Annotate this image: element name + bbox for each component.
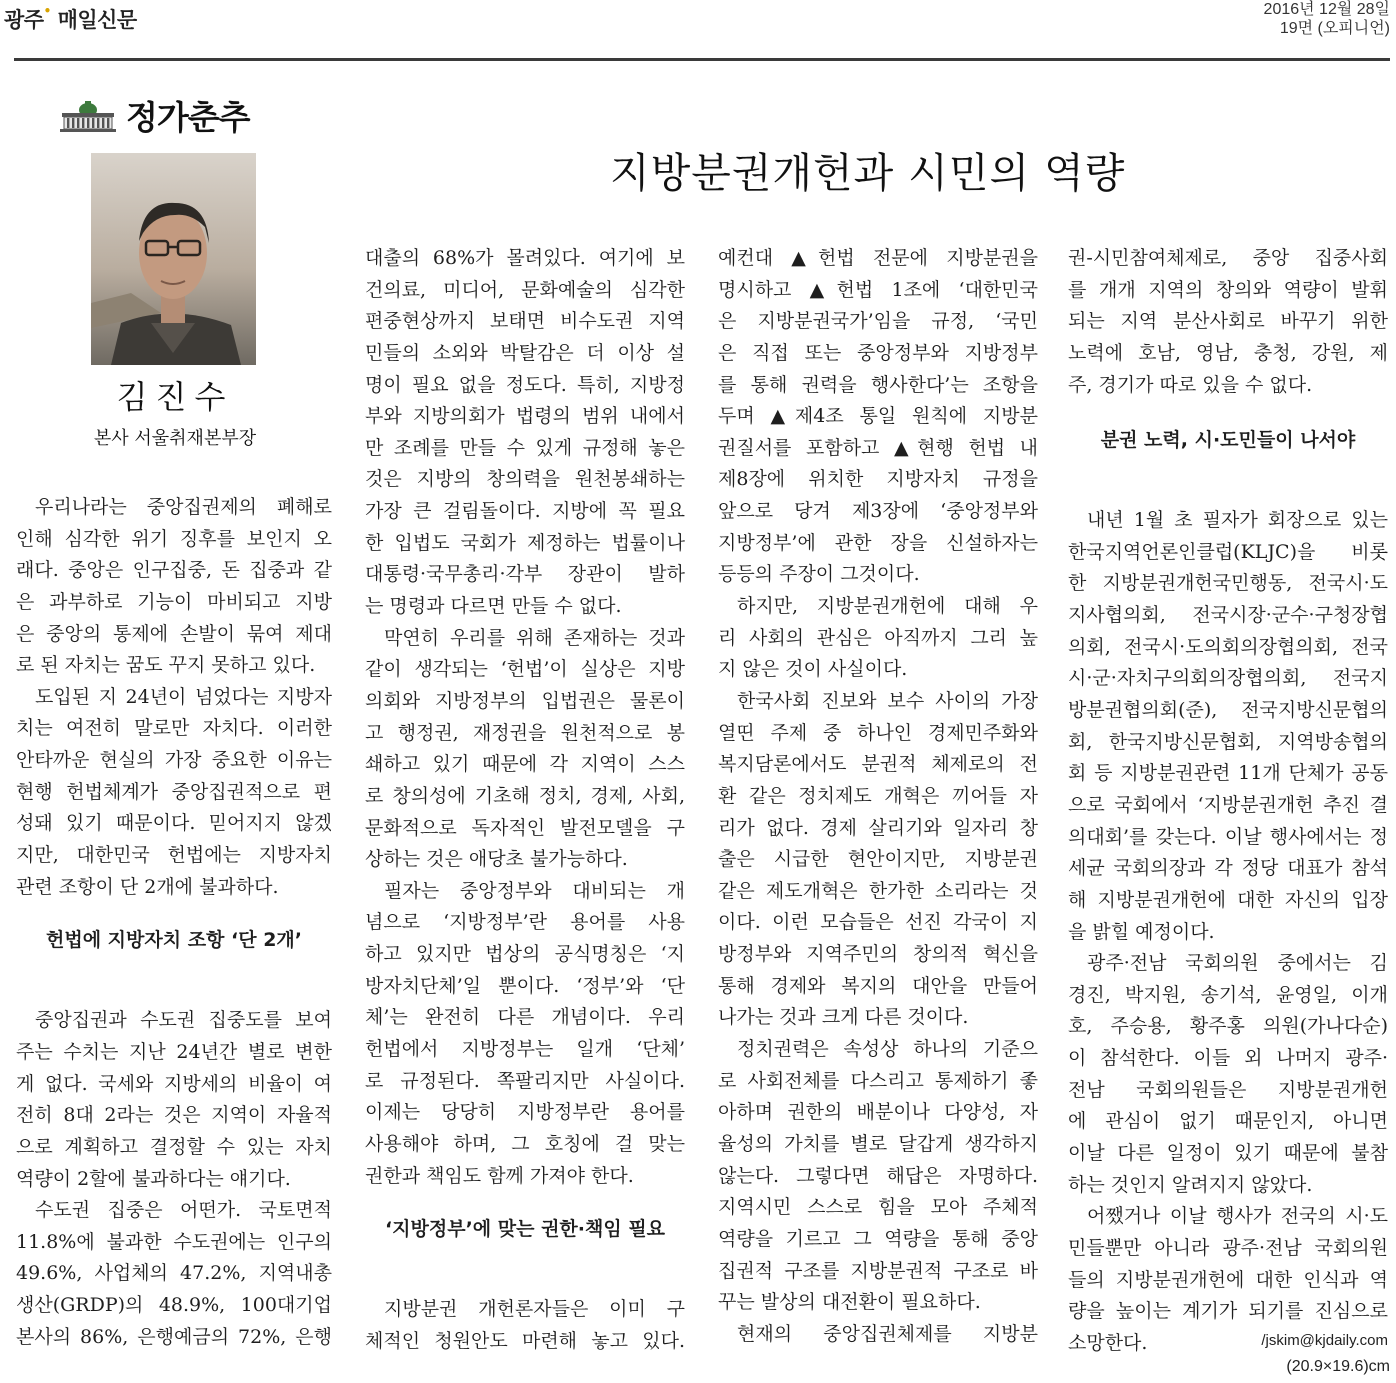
text-line: 호, 주승용, 황주홍 의원(가나다순) bbox=[1068, 1015, 1388, 1038]
text-line: 하는 것인지 알려지지 않았다. bbox=[1068, 1173, 1313, 1196]
text-line: 세균 국회의장과 각 정당 대표가 참석 bbox=[1068, 857, 1388, 880]
article-column-2 bbox=[365, 243, 685, 1358]
text-line: 념으로 ‘지방정부’란 용어를 사용 bbox=[365, 911, 685, 934]
text-line: 이날 다른 일정이 있기 때문에 불참 bbox=[1068, 1142, 1388, 1165]
text-line: 편중현상까지 보태면 비수도권 지역 bbox=[365, 310, 685, 333]
text-line: 문화적으로 독자적인 발전모델을 구 bbox=[365, 816, 685, 839]
col3-paragraph-3 bbox=[718, 686, 1038, 1034]
text-line: 만 조례를 만들 수 있게 규정해 놓은 bbox=[365, 436, 685, 459]
text-line: 지만, 대한민국 헌법에는 지방자치 bbox=[16, 844, 332, 867]
text-line: 체적인 청원안도 마련해 놓고 있다. bbox=[365, 1329, 685, 1352]
col4-paragraph-3 bbox=[1068, 948, 1388, 1201]
text-line: 필자는 중앙정부와 대비되는 개 bbox=[384, 879, 685, 902]
text-line: 로 규정된다. 쪽팔리지만 사실이다. bbox=[365, 1069, 685, 1092]
text-line: 부와 지방의회가 법령의 범위 내에서 bbox=[365, 405, 685, 428]
text-line: 이 참석한다. 이들 외 나머지 광주· bbox=[1068, 1047, 1388, 1070]
col1-paragraph-4 bbox=[16, 1195, 332, 1353]
col3-paragraph-1 bbox=[718, 243, 1038, 591]
header-rule bbox=[14, 58, 1390, 61]
text-line: 제8장에 위치한 지방자치 규정을 bbox=[718, 468, 1038, 491]
text-line: 한 입법도 국회가 제정하는 법률이나 bbox=[365, 531, 685, 554]
col1-subheading: 헌법에 지방자치 조항 ‘단 2개’ bbox=[45, 929, 302, 952]
text-line: 막연히 우리를 위해 존재하는 것과 bbox=[384, 626, 685, 649]
text-line: 않는다. 그렇다면 해답은 자명하다. bbox=[718, 1164, 1038, 1187]
masthead-name-b: 매일신문 bbox=[57, 8, 137, 32]
text-line: 로 창의성에 기초해 정치, 경제, 사회, bbox=[365, 784, 685, 807]
text-line: 나가는 것과 크게 다른 것이다. bbox=[718, 1006, 969, 1029]
text-line: 은 지방분권국가’임을 규정, ‘국민 bbox=[718, 310, 1038, 333]
text-line: 한국사회 진보와 보수 사이의 가장 bbox=[737, 689, 1038, 712]
text-line: 되는 지역 분산사회로 바꾸기 위한 bbox=[1068, 310, 1388, 333]
text-line: 하지만, 지방분권개헌에 대해 우 bbox=[737, 595, 1038, 618]
text-line: 환 같은 정치제도 개혁은 끼어들 자 bbox=[718, 784, 1038, 807]
text-line: 전히 8대 2라는 것은 지역이 자율적 bbox=[16, 1104, 332, 1127]
text-line: 열띤 주제 중 하나인 경제민주화와 bbox=[718, 721, 1038, 744]
text-line: 시·군·자치구의회의장협의회, 전국지 bbox=[1068, 667, 1388, 690]
text-line: 리가 없다. 경제 살리기와 일자리 창 bbox=[718, 816, 1038, 839]
text-line: 는 명령과 다르면 만들 수 없다. bbox=[365, 595, 622, 618]
text-line: 지 않은 것이 사실이다. bbox=[718, 658, 908, 681]
text-line: 리 사회의 관심은 아직까지 그리 높 bbox=[718, 626, 1038, 649]
col2-paragraph-3 bbox=[365, 876, 685, 1192]
text-line: 중앙집권과 수도권 집중도를 보여 bbox=[35, 1009, 332, 1032]
text-line: 은 과부하로 기능이 마비되고 지방 bbox=[16, 590, 332, 613]
text-line: 권질서를 포함하고 ▲현행 헌법 내 bbox=[718, 436, 1038, 459]
col2-subheading: ‘지방정부’에 맞는 권한·책임 필요 bbox=[384, 1218, 666, 1241]
text-line: 앞으로 당겨 제3장에 ‘중앙정부와 bbox=[718, 500, 1038, 523]
text-line: 예컨대 ▲헌법 전문에 지방분권을 bbox=[718, 247, 1038, 269]
text-line: 가장 큰 걸림돌이다. 지방에 꼭 필요 bbox=[365, 500, 685, 523]
col3-paragraph-2 bbox=[718, 591, 1038, 686]
col2-paragraph-4 bbox=[365, 1294, 685, 1357]
text-line: 관련 조항이 단 2개에 불과하다. bbox=[16, 875, 279, 898]
parliament-building-icon bbox=[58, 99, 118, 133]
text-line: 를 개개 지역의 창의와 역량이 발휘 bbox=[1068, 278, 1388, 301]
text-line: 체’는 완전히 다른 개념이다. 우리 bbox=[365, 1006, 685, 1029]
article-column-4 bbox=[1068, 243, 1388, 1360]
author-name: 김진수 bbox=[116, 378, 234, 416]
text-line: 명시하고 ▲헌법 1조에 ‘대한민국 bbox=[718, 278, 1038, 301]
text-line: 수도권 집중은 어떤가. 국토면적 bbox=[35, 1199, 332, 1222]
text-line: 으로 계획하고 결정할 수 있는 자치 bbox=[16, 1135, 332, 1158]
text-line: 명이 필요 없을 정도다. 특히, 지방정 bbox=[365, 373, 685, 396]
text-line: 주는 수치는 지난 24년간 별로 변한 bbox=[16, 1040, 332, 1063]
text-line: 역량을 기르고 그 역량을 통해 중앙 bbox=[718, 1227, 1038, 1250]
text-line: 에 관심이 없기 때문인지, 아니면 bbox=[1068, 1110, 1388, 1133]
author-email: /jskim@kjdaily.com bbox=[1261, 1332, 1388, 1349]
text-line: 으로 국회에서 ‘지방분권개헌 추진 결 bbox=[1068, 793, 1388, 816]
text-line: 아하며 권한의 배분이나 다양성, 자 bbox=[718, 1101, 1038, 1124]
publication-info bbox=[1264, 0, 1390, 38]
text-line: 것은 지방의 창의력을 원천봉쇄하는 bbox=[365, 468, 685, 491]
text-line: 경진, 박지원, 송기석, 윤영일, 이개 bbox=[1068, 983, 1388, 1006]
article-headline: 지방분권개헌과 시민의 역량 bbox=[610, 149, 1126, 197]
text-line: 로 사회전체를 다스리고 통제하기 좋 bbox=[718, 1069, 1038, 1092]
text-line: 쇄하고 있기 때문에 각 지역이 스스 bbox=[365, 753, 685, 776]
spacer bbox=[365, 1192, 685, 1214]
column-name: 정가춘추 bbox=[126, 98, 250, 137]
text-line: 회 등 지방분권관련 11개 단체가 공동 bbox=[1068, 762, 1388, 785]
text-line: 치는 여전히 말로만 자치다. 이러한 bbox=[16, 717, 332, 740]
text-line: 권한과 책임도 함께 가져야 한다. bbox=[365, 1164, 634, 1187]
text-line: 건의료, 미디어, 문화예술의 심각한 bbox=[365, 278, 685, 301]
col3-paragraph-4 bbox=[718, 1034, 1038, 1319]
text-line: 주, 경기가 따로 있을 수 없다. bbox=[1068, 373, 1313, 396]
text-line: 의회, 전국시·도의회의장협의회, 전국 bbox=[1068, 635, 1388, 658]
text-line: 고 행정권, 재정권을 원천적으로 봉 bbox=[365, 721, 685, 744]
text-line: 11.8%에 불과한 수도권에는 인구의 bbox=[16, 1230, 332, 1253]
text-line: 해 지방분권개헌에 대한 자신의 입장 bbox=[1068, 888, 1388, 911]
col1-paragraph-3 bbox=[16, 1005, 332, 1195]
text-line: 지역시민 스스로 힘을 모아 주체적 bbox=[718, 1196, 1038, 1219]
masthead-dot: • bbox=[43, 4, 51, 18]
text-line: 도입된 지 24년이 넘었다는 지방자 bbox=[35, 685, 332, 708]
text-line: 인해 심각한 위기 징후를 보인지 오 bbox=[16, 527, 332, 550]
text-line: 방분권협의회(준), 전국지방신문협의 bbox=[1068, 699, 1388, 722]
text-line: 본사의 86%, 은행예금의 72%, 은행 bbox=[16, 1325, 332, 1348]
masthead-name-a: 광주 bbox=[4, 8, 44, 32]
text-line: 같이 생각되는 ‘헌법’이 실상은 지방 bbox=[365, 658, 685, 681]
text-line: 율성의 가치를 별로 달갑게 생각하지 bbox=[718, 1132, 1038, 1155]
text-line: 은 직접 또는 중앙정부와 지방정부 bbox=[718, 341, 1038, 364]
author-photo bbox=[91, 153, 256, 365]
text-line: 의회와 지방정부의 입법권은 물론이 bbox=[365, 689, 685, 712]
text-line: 하고 있지만 법상의 공식명칭은 ‘지 bbox=[365, 943, 685, 966]
col4-paragraph-2 bbox=[1068, 505, 1388, 948]
text-line: 로 된 자치는 꿈도 꾸지 못하고 있다. bbox=[16, 654, 316, 677]
text-line: 소망한다. bbox=[1068, 1331, 1148, 1354]
text-line: 역량이 2할에 불과하다는 얘기다. bbox=[16, 1167, 291, 1190]
text-line: 한 지방분권개헌국민행동, 전국시·도 bbox=[1068, 572, 1388, 595]
text-line: 이제는 당당히 지방정부란 용어를 bbox=[365, 1101, 685, 1124]
spacer bbox=[16, 903, 332, 925]
column-header bbox=[58, 92, 250, 139]
publication-page: 19면 (오피니언) bbox=[1279, 20, 1390, 37]
text-line: 통해 경제와 복지의 대안을 만들어 bbox=[718, 974, 1038, 997]
text-line: 현행 헌법체계가 중앙집권적으로 편 bbox=[16, 780, 332, 803]
text-line: 안타까운 현실의 가장 중요한 이유는 bbox=[16, 749, 332, 772]
text-line: 를 통해 권력을 행사한다’는 조항을 bbox=[718, 373, 1038, 396]
text-line: 민들뿐만 아니라 광주·전남 국회의원 bbox=[1068, 1236, 1388, 1259]
spacer bbox=[365, 1254, 685, 1294]
text-line: 은 중앙의 통제에 손발이 묶여 제대 bbox=[16, 622, 332, 645]
text-line: 게 없다. 국세와 지방세의 비율이 여 bbox=[16, 1072, 332, 1095]
text-line: 회, 한국지방신문협회, 지역방송협의 bbox=[1068, 730, 1388, 753]
col2-paragraph-1 bbox=[365, 243, 685, 623]
newspaper-masthead bbox=[4, 4, 137, 34]
spacer bbox=[16, 965, 332, 1005]
article-column-1 bbox=[16, 492, 332, 1353]
text-line: 현재의 중앙집권체제를 지방분 bbox=[737, 1322, 1038, 1345]
text-line: 이다. 이런 모습들은 선진 각국이 지 bbox=[718, 911, 1038, 934]
publication-date: 2016년 12월 28일 bbox=[1263, 1, 1390, 18]
text-line: 복지담론에서도 분권적 체제로의 전 bbox=[718, 753, 1038, 776]
text-line: 우리나라는 중앙집권제의 폐해로 bbox=[35, 496, 332, 518]
text-line: 대출의 68%가 몰려있다. 여기에 보 bbox=[365, 247, 685, 269]
text-line: 사용해야 하며, 그 호칭에 걸 맞는 bbox=[365, 1132, 685, 1155]
author-title: 본사 서울취재본부장 bbox=[93, 428, 257, 449]
text-line: 꾸는 발상의 대전환이 필요하다. bbox=[718, 1291, 981, 1314]
text-line: 방자치단체’일 뿐이다. ‘정부’와 ‘단 bbox=[365, 974, 685, 997]
col2-paragraph-2 bbox=[365, 623, 685, 876]
text-line: 래다. 중앙은 인구집중, 돈 집중과 같 bbox=[16, 559, 332, 582]
text-line: 지방분권 개헌론자들은 이미 구 bbox=[384, 1298, 685, 1321]
text-line: 권-시민참여체제로, 중앙 집중사회 bbox=[1068, 247, 1388, 269]
text-line: 을 밝힐 예정이다. bbox=[1068, 920, 1215, 943]
text-line: 출은 시급한 현안이지만, 지방분권 bbox=[718, 848, 1038, 871]
text-line: 등등의 주장이 그것이다. bbox=[718, 563, 920, 586]
text-line: 성돼 있기 때문이다. 믿어지지 않겠 bbox=[16, 812, 332, 835]
text-line: 량을 높이는 계기가 되기를 진심으로 bbox=[1068, 1300, 1388, 1323]
spacer bbox=[1068, 401, 1388, 425]
spacer bbox=[1068, 465, 1388, 505]
text-line: 49.6%, 사업체의 47.2%, 지역내총 bbox=[16, 1262, 332, 1285]
text-line: 들의 지방분권개헌에 대한 인식과 역 bbox=[1068, 1268, 1388, 1291]
text-line: 노력에 호남, 영남, 충청, 강원, 제 bbox=[1068, 341, 1388, 364]
col1-paragraph-1 bbox=[16, 492, 332, 682]
text-line: 같은 제도개혁은 한가한 소리라는 것 bbox=[718, 879, 1038, 902]
text-line: 대통령·국무총리·각부 장관이 발하 bbox=[365, 563, 685, 586]
text-line: 전남 국회의원들은 지방분권개헌 bbox=[1068, 1078, 1388, 1101]
col1-paragraph-2 bbox=[16, 682, 332, 903]
article-size-note: (20.9×19.6)cm bbox=[1286, 1358, 1390, 1375]
text-line: 한국지역언론인클럽(KLJC)을 비롯 bbox=[1068, 540, 1388, 563]
col4-paragraph-1 bbox=[1068, 243, 1388, 401]
text-line: 헌법에서 지방정부는 일개 ‘단체’ bbox=[365, 1038, 685, 1061]
text-line: 내년 1월 초 필자가 회장으로 있는 bbox=[1087, 509, 1388, 532]
text-line: 방정부와 지역주민의 창의적 혁신을 bbox=[718, 943, 1038, 966]
text-line: 의대회’를 갖는다. 이날 행사에서는 정 bbox=[1068, 825, 1388, 848]
article-column-3 bbox=[718, 243, 1038, 1350]
text-line: 민들의 소외와 박탈감은 더 이상 설 bbox=[365, 341, 685, 364]
col4-subheading: 분권 노력, 시·도민들이 나서야 bbox=[1100, 429, 1356, 452]
text-line: 상하는 것은 애당초 불가능하다. bbox=[365, 848, 628, 871]
text-line: 생산(GRDP)의 48.9%, 100대기업 bbox=[16, 1294, 332, 1317]
text-line: 두며 ▲제4조 통일 원칙에 지방분 bbox=[718, 405, 1038, 428]
text-line: 어쨌거나 이날 행사가 전국의 시·도 bbox=[1087, 1205, 1388, 1228]
text-line: 광주·전남 국회의원 중에서는 김 bbox=[1087, 952, 1388, 975]
text-line: 집권적 구조를 지방분권적 구조로 바 bbox=[718, 1259, 1038, 1282]
text-line: 정치권력은 속성상 하나의 기준으 bbox=[737, 1038, 1038, 1061]
text-line: 지사협의회, 전국시장·군수·구청장협 bbox=[1068, 604, 1388, 627]
col3-paragraph-5 bbox=[718, 1319, 1038, 1351]
text-line: 지방정부’에 관한 장을 신설하자는 bbox=[718, 531, 1038, 554]
